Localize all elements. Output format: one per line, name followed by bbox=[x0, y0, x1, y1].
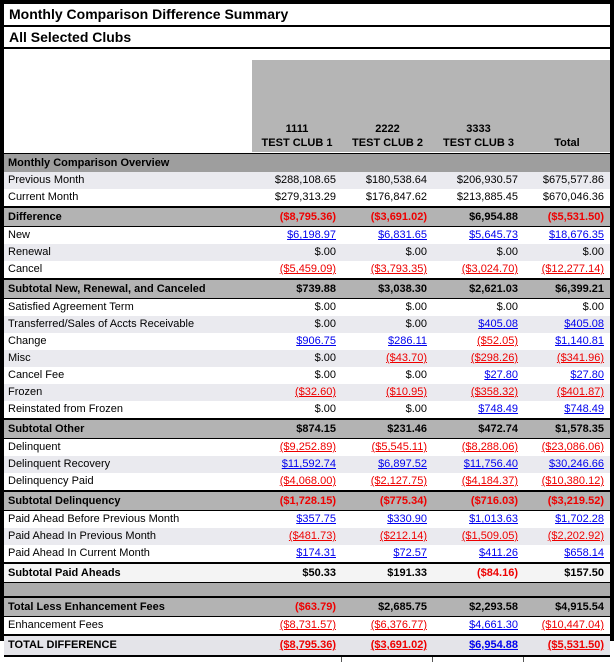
value-cell: ($8,795.36) bbox=[279, 210, 336, 223]
value-link[interactable]: ($8,795.36) bbox=[279, 639, 336, 651]
value-cell: $670,046.36 bbox=[542, 191, 604, 203]
column-header-3333 bbox=[433, 122, 524, 152]
value-link[interactable]: $1,140.81 bbox=[555, 335, 604, 347]
header-gap bbox=[4, 49, 610, 60]
value-link[interactable]: ($3,024.70) bbox=[461, 263, 518, 275]
report-title: Monthly Comparison Difference Summary bbox=[4, 4, 610, 27]
value-link[interactable]: $357.75 bbox=[296, 513, 336, 525]
value-link[interactable]: ($10,380.12) bbox=[541, 475, 604, 487]
value-cell: $231.46 bbox=[387, 422, 427, 435]
value-cell: $50.33 bbox=[302, 566, 336, 579]
row-label: Change bbox=[8, 335, 47, 347]
value-link[interactable]: ($358.32) bbox=[470, 386, 518, 398]
table-row bbox=[4, 439, 610, 456]
value-link[interactable]: $174.31 bbox=[296, 547, 336, 559]
value-cell: ($775.34) bbox=[379, 494, 427, 507]
value-link[interactable]: ($10,447.04) bbox=[541, 619, 604, 631]
value-link[interactable]: ($32.60) bbox=[295, 386, 336, 398]
value-link[interactable]: ($212.14) bbox=[379, 530, 427, 542]
value-link[interactable]: $405.08 bbox=[478, 318, 518, 330]
value-cell: $2,621.03 bbox=[469, 282, 518, 295]
table-row bbox=[4, 299, 610, 316]
value-cell: $206,930.57 bbox=[456, 174, 518, 186]
value-link[interactable]: ($341.96) bbox=[556, 352, 604, 364]
value-link[interactable]: $1,702.28 bbox=[555, 513, 604, 525]
value-link[interactable]: $748.49 bbox=[478, 403, 518, 415]
value-link[interactable]: $658.14 bbox=[564, 547, 604, 559]
value-link[interactable]: ($43.70) bbox=[386, 352, 427, 364]
value-cell: $.00 bbox=[582, 246, 604, 258]
table-row bbox=[4, 511, 610, 528]
value-link[interactable]: $27.80 bbox=[484, 369, 518, 381]
value-link[interactable]: $72.57 bbox=[393, 547, 427, 559]
value-link[interactable]: $11,756.40 bbox=[463, 458, 518, 470]
value-link[interactable]: $906.75 bbox=[296, 335, 336, 347]
value-cell: $3,038.30 bbox=[378, 282, 427, 295]
row-label: Current Month bbox=[8, 191, 79, 203]
spacer-row bbox=[4, 583, 610, 596]
report-table bbox=[4, 153, 610, 657]
value-link[interactable]: ($12,277.14) bbox=[541, 263, 604, 275]
value-cell: $.00 bbox=[405, 246, 427, 258]
value-link[interactable]: ($52.05) bbox=[477, 335, 518, 347]
column-gridline-tick bbox=[341, 657, 342, 662]
row-label: Frozen bbox=[8, 386, 43, 398]
row-label: Misc bbox=[8, 352, 31, 364]
table-row bbox=[4, 316, 610, 333]
value-link[interactable]: $6,954.88 bbox=[469, 639, 518, 651]
column-name: Total bbox=[554, 137, 580, 149]
value-link[interactable]: ($2,127.75) bbox=[370, 475, 427, 487]
value-link[interactable]: ($8,731.57) bbox=[279, 619, 336, 631]
value-cell: $.00 bbox=[405, 301, 427, 313]
row-label: Enhancement Fees bbox=[8, 619, 104, 631]
value-link[interactable]: ($23,086.06) bbox=[541, 441, 604, 453]
value-link[interactable]: ($298.26) bbox=[470, 352, 518, 364]
value-cell: $874.15 bbox=[296, 422, 336, 435]
value-cell: $.00 bbox=[496, 301, 518, 313]
table-row bbox=[4, 350, 610, 367]
table-row bbox=[4, 617, 610, 634]
row-label: Delinquency Paid bbox=[8, 475, 94, 487]
value-link[interactable]: $1,013.63 bbox=[469, 513, 518, 525]
row-label: Subtotal Delinquency bbox=[8, 494, 121, 507]
value-cell: $191.33 bbox=[387, 566, 427, 579]
table-row bbox=[4, 562, 610, 583]
value-cell: $.00 bbox=[314, 246, 336, 258]
value-link[interactable]: $405.08 bbox=[564, 318, 604, 330]
table-row bbox=[4, 333, 610, 350]
row-label: Difference bbox=[8, 210, 62, 223]
table-row bbox=[4, 278, 610, 299]
row-label: New bbox=[8, 229, 31, 241]
row-label: Delinquent bbox=[8, 441, 61, 453]
table-row bbox=[4, 596, 610, 617]
value-cell: ($3,219.52) bbox=[547, 494, 604, 507]
value-link[interactable]: ($5,531.50) bbox=[547, 639, 604, 651]
table-row bbox=[4, 401, 610, 418]
table-row bbox=[4, 261, 610, 278]
value-link[interactable]: ($3,793.35) bbox=[370, 263, 427, 275]
value-cell: $157.50 bbox=[564, 566, 604, 579]
table-row bbox=[4, 490, 610, 511]
table-row bbox=[4, 206, 610, 227]
value-link[interactable]: ($481.73) bbox=[288, 530, 336, 542]
column-gridline-tick bbox=[432, 657, 433, 662]
table-row bbox=[4, 545, 610, 562]
value-cell: $.00 bbox=[314, 403, 336, 415]
value-link[interactable]: $5,645.73 bbox=[469, 229, 518, 241]
column-headers bbox=[252, 60, 610, 152]
column-code bbox=[524, 122, 610, 136]
column-name: TEST CLUB 3 bbox=[443, 137, 514, 149]
value-cell: ($5,531.50) bbox=[547, 210, 604, 223]
value-link[interactable]: $27.80 bbox=[570, 369, 604, 381]
table-row bbox=[4, 227, 610, 244]
value-link[interactable]: ($3,691.02) bbox=[370, 639, 427, 651]
column-header-2222 bbox=[342, 122, 433, 152]
value-link[interactable]: $18,676.35 bbox=[548, 229, 604, 241]
row-label: Subtotal Paid Aheads bbox=[8, 566, 121, 579]
value-cell: $.00 bbox=[314, 318, 336, 330]
value-cell: $2,685.75 bbox=[378, 600, 427, 613]
row-label: Paid Ahead In Previous Month bbox=[8, 530, 156, 542]
column-code: 3333 bbox=[466, 123, 491, 135]
value-cell: $.00 bbox=[496, 246, 518, 258]
value-link[interactable]: $286.11 bbox=[388, 335, 427, 347]
value-link[interactable]: $6,831.65 bbox=[378, 229, 427, 241]
row-label: Monthly Comparison Overview bbox=[8, 156, 170, 169]
row-label: Subtotal Other bbox=[8, 422, 85, 435]
value-link[interactable]: ($5,459.09) bbox=[279, 263, 336, 275]
row-label: Paid Ahead In Current Month bbox=[8, 547, 150, 559]
table-row bbox=[4, 172, 610, 189]
row-label: TOTAL DIFFERENCE bbox=[8, 639, 117, 651]
column-code: 1111 bbox=[285, 123, 309, 135]
table-row bbox=[4, 418, 610, 439]
value-link[interactable]: ($1,509.05) bbox=[461, 530, 518, 542]
column-gridline-strip bbox=[4, 657, 610, 663]
column-header-1111 bbox=[252, 122, 342, 152]
table-row bbox=[4, 189, 610, 206]
section-header-row bbox=[4, 153, 610, 172]
value-cell: ($3,691.02) bbox=[370, 210, 427, 223]
value-cell: $180,538.64 bbox=[365, 174, 427, 186]
row-label: Total Less Enhancement Fees bbox=[8, 600, 165, 613]
column-header-zone bbox=[4, 60, 610, 153]
row-label: Subtotal New, Renewal, and Canceled bbox=[8, 282, 206, 295]
value-cell: $2,293.58 bbox=[469, 600, 518, 613]
value-cell: $6,954.88 bbox=[469, 210, 518, 223]
row-label: Transferred/Sales of Accts Receivable bbox=[8, 318, 195, 330]
value-cell: $.00 bbox=[405, 403, 427, 415]
value-link[interactable]: ($9,252.89) bbox=[279, 441, 336, 453]
row-label: Renewal bbox=[8, 246, 51, 258]
value-link[interactable]: $6,198.97 bbox=[287, 229, 336, 241]
row-label: Paid Ahead Before Previous Month bbox=[8, 513, 180, 525]
value-cell: $472.74 bbox=[478, 422, 518, 435]
row-label: Previous Month bbox=[8, 174, 85, 186]
table-row bbox=[4, 456, 610, 473]
value-link[interactable]: $11,592.74 bbox=[281, 458, 336, 470]
value-cell: $288,108.65 bbox=[274, 174, 336, 186]
value-link[interactable]: ($2,202.92) bbox=[547, 530, 604, 542]
column-header-total bbox=[524, 122, 610, 152]
table-row bbox=[4, 244, 610, 261]
value-cell: $.00 bbox=[405, 318, 427, 330]
value-cell: $213,885.45 bbox=[456, 191, 518, 203]
value-cell: $.00 bbox=[314, 352, 336, 364]
column-code: 2222 bbox=[375, 123, 400, 135]
value-cell: $176,847.62 bbox=[365, 191, 427, 203]
row-label: Reinstated from Frozen bbox=[8, 403, 123, 415]
value-link[interactable]: $411.26 bbox=[479, 547, 518, 559]
table-row bbox=[4, 473, 610, 490]
value-link[interactable]: ($8,288.06) bbox=[461, 441, 518, 453]
row-label: Satisfied Agreement Term bbox=[8, 301, 134, 313]
value-cell: ($1,728.15) bbox=[279, 494, 336, 507]
value-cell: $.00 bbox=[582, 301, 604, 313]
value-link[interactable]: ($10.95) bbox=[386, 386, 427, 398]
table-row bbox=[4, 528, 610, 545]
value-cell: $.00 bbox=[314, 369, 336, 381]
value-cell: ($63.79) bbox=[295, 600, 336, 613]
value-link[interactable]: ($5,545.11) bbox=[371, 441, 427, 453]
value-cell: $4,915.54 bbox=[555, 600, 604, 613]
table-row bbox=[4, 634, 610, 657]
value-link[interactable]: $6,897.52 bbox=[378, 458, 427, 470]
value-link[interactable]: ($401.87) bbox=[556, 386, 604, 398]
value-cell: $1,578.35 bbox=[555, 422, 604, 435]
value-cell: ($716.03) bbox=[470, 494, 518, 507]
value-link[interactable]: ($4,068.00) bbox=[279, 475, 336, 487]
value-cell: ($84.16) bbox=[477, 566, 518, 579]
value-cell: $6,399.21 bbox=[555, 282, 604, 295]
value-cell: $279,313.29 bbox=[274, 191, 336, 203]
value-link[interactable]: $330.90 bbox=[387, 513, 427, 525]
column-gridline-tick bbox=[523, 657, 524, 662]
row-label: Delinquent Recovery bbox=[8, 458, 111, 470]
value-link[interactable]: $30,246.66 bbox=[548, 458, 604, 470]
table-row bbox=[4, 367, 610, 384]
value-link[interactable]: ($6,376.77) bbox=[370, 619, 427, 631]
column-name: TEST CLUB 1 bbox=[261, 137, 333, 149]
value-link[interactable]: ($4,184.37) bbox=[461, 475, 518, 487]
value-cell: $739.88 bbox=[296, 282, 336, 295]
value-cell: $675,577.86 bbox=[542, 174, 604, 186]
row-label: Cancel bbox=[8, 263, 43, 275]
value-link[interactable]: $748.49 bbox=[564, 403, 604, 415]
row-label: Cancel Fee bbox=[8, 369, 65, 381]
table-row bbox=[4, 384, 610, 401]
report-subtitle: All Selected Clubs bbox=[4, 27, 610, 49]
value-cell: $.00 bbox=[314, 301, 336, 313]
value-cell: $.00 bbox=[405, 369, 427, 381]
value-link[interactable]: $4,661.30 bbox=[469, 619, 518, 631]
column-name: TEST CLUB 2 bbox=[352, 137, 423, 149]
